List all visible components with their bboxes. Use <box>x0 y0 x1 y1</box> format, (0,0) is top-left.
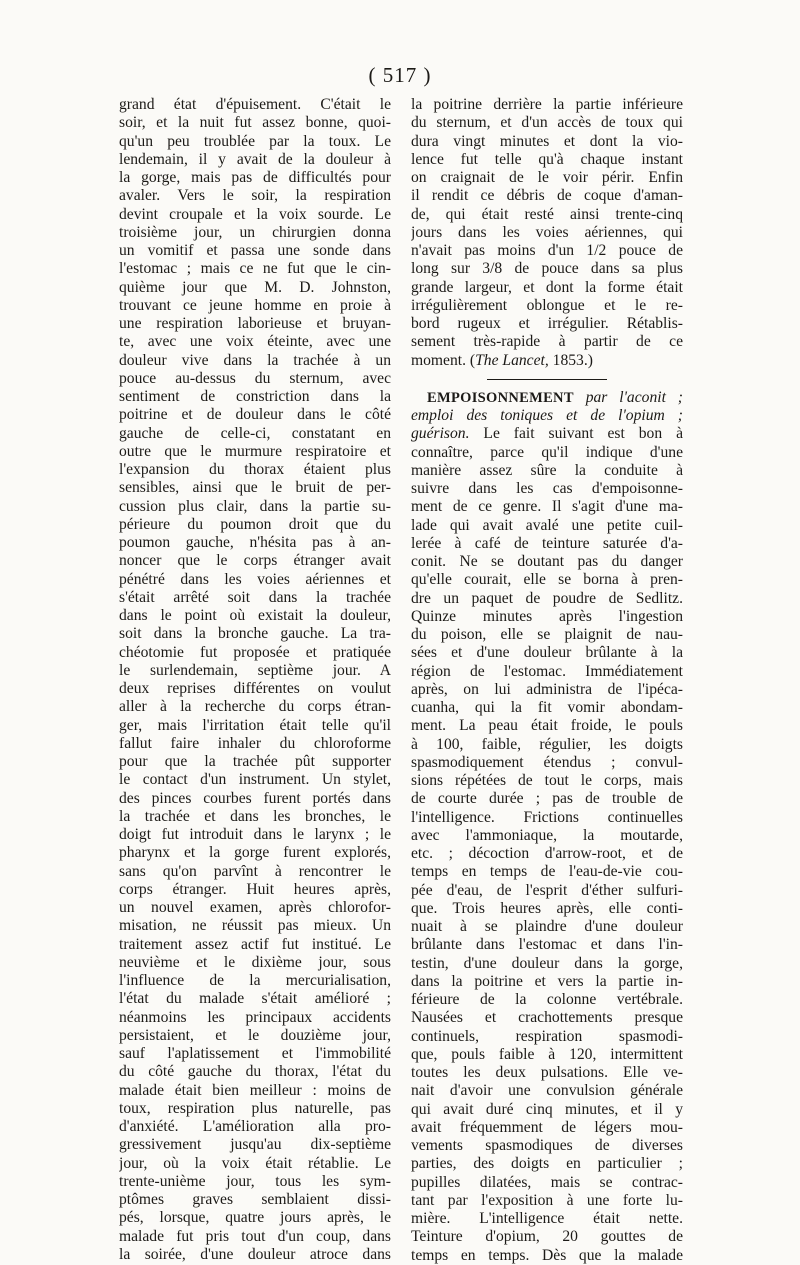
text-line: le surlendemain, septième jour. A <box>119 661 391 679</box>
text-line: à 100, faible, régulier, les doigts <box>411 735 683 753</box>
section-first-text: Le fait suivant est bon à <box>469 425 683 443</box>
text-line: pour que la trachée pût supporter <box>119 753 391 770</box>
text-line: on craignait de le voir périr. Enfin <box>411 169 683 186</box>
text-line: l'intelligence. Frictions continuelles <box>411 808 683 826</box>
text-line: poitrine et de douleur dans le côté <box>119 406 391 424</box>
section-heading-line <box>411 425 683 443</box>
text-line: sans qu'on parvînt à rencontrer le <box>119 862 391 880</box>
text-line: outre que le murmure respiratoire et <box>119 442 391 460</box>
text-line: un vomitif et passa une sonde dans <box>119 242 391 259</box>
text-line: toux, respiration plus naturelle, pas <box>119 1099 391 1117</box>
right-column <box>411 96 683 1265</box>
text-line: vements spasmodiques de diverses <box>411 1137 683 1154</box>
text-line: gauche de celle-ci, constatant en <box>119 424 391 442</box>
text-line: deux reprises différentes on voulut <box>119 680 391 697</box>
text-line: l'estomac ; mais ce ne fut que le cin- <box>119 260 391 278</box>
text-line: sauf l'aplatissement et l'immobilité <box>119 1045 391 1062</box>
text-line: irrégulièrement oblongue et le re- <box>411 296 683 314</box>
text-line: qu'elle courait, elle se borna à pren- <box>411 571 683 589</box>
text-line: avaler. Vers le soir, la respiration <box>119 187 391 205</box>
text-line: soir, et la nuit fut assez bonne, quoi- <box>119 114 391 132</box>
section-title: EMPOISONNEMENT <box>427 389 574 406</box>
text-line: Quinze minutes après l'ingestion <box>411 607 683 625</box>
text-line: périeure du poumon droit que du <box>119 515 391 533</box>
text-line: néanmoins les principaux accidents <box>119 1008 391 1026</box>
text-line: dre un paquet de poudre de Sedlitz. <box>411 589 683 607</box>
text-line: sentiment de constriction dans la <box>119 388 391 405</box>
text-line: temps en temps de l'eau-de-vie cou- <box>411 863 683 881</box>
text-line: neuvième et le dixième jour, sous <box>119 953 391 971</box>
text-line: corps étranger. Huit heures après, <box>119 880 391 898</box>
text-line: pénétré dans les voies aériennes et <box>119 570 391 588</box>
left-column <box>119 96 391 1264</box>
right-column-continuation <box>411 96 683 352</box>
text-line: dura vingt minutes et dont la vio- <box>411 132 683 150</box>
text-line: du côté gauche du thorax, l'état du <box>119 1063 391 1081</box>
text-line: dans le point où existait la douleur, <box>119 607 391 624</box>
text-line: trouvant ce jeune homme en proie à <box>119 296 391 314</box>
section-subtitle: guérison. <box>411 425 470 443</box>
text-line: connaître, parce qu'il indique d'une <box>411 443 683 461</box>
text-line: la poitrine derrière la partie inférieure <box>411 96 683 113</box>
text-line: jour, où la voix était rétablie. Le <box>119 1154 391 1172</box>
text-line: temps en temps. Dès que la malade <box>411 1246 683 1264</box>
text-line: des pinces courbes furent portés dans <box>119 789 391 807</box>
text-line: mière. L'intelligence était nette. <box>411 1210 683 1227</box>
text-line: etc. ; décoction d'arrow-root, et de <box>411 845 683 862</box>
text-line: suivre dans les cas d'empoisonne- <box>411 480 683 497</box>
text-line: nuait à se plaindre d'une douleur <box>411 918 683 935</box>
text-line: férieure de la colonne vertébrale. <box>411 991 683 1008</box>
section-heading-line <box>411 389 683 407</box>
section-divider <box>487 379 607 380</box>
text-line: l'expansion du thorax étaient plus <box>119 461 391 478</box>
text-line: ptômes graves semblaient dissi- <box>119 1191 391 1208</box>
text-line: l'état du malade s'était amélioré ; <box>119 990 391 1008</box>
text-line: région de l'estomac. Immédiatement <box>411 662 683 680</box>
text-line: Teinture d'opium, 20 gouttes de <box>411 1228 683 1246</box>
text-line: une respiration laborieuse et bruyan- <box>119 315 391 332</box>
text-line: sions répétées de tout le corps, mais <box>411 772 683 789</box>
text-line: sement très-rapide à partir de ce <box>411 333 683 351</box>
text-line: du sternum, et d'un accès de toux qui <box>411 114 683 132</box>
text-line: tant par l'exposition à une forte lu- <box>411 1191 683 1209</box>
text-line: troisième jour, un chirurgien donna <box>119 223 391 241</box>
text-line: traitement assez actif fut institué. Le <box>119 935 391 953</box>
citation-year: 1853.) <box>548 351 593 369</box>
text-line: fallut faire inhaler du chloroforme <box>119 734 391 752</box>
text-line: après, on lui administra de l'ipéca- <box>411 680 683 698</box>
text-line: trente-unième jour, tous les sym- <box>119 1172 391 1190</box>
text-line: jours dans les voies aériennes, qui <box>411 223 683 241</box>
text-line: Nausées et crachottements presque <box>411 1009 683 1027</box>
citation-source: The Lancet, <box>475 351 549 369</box>
text-line: avec l'ammoniaque, la moutarde, <box>411 826 683 844</box>
text-line: cuanha, qui la fit vomir abondam- <box>411 699 683 716</box>
text-line: de courte durée ; pas de trouble de <box>411 790 683 808</box>
text-line: bord rugeux et irrégulier. Rétablis- <box>411 315 683 332</box>
text-line: ment de ce genre. Il s'agit d'une ma- <box>411 498 683 516</box>
text-line: lerée à café de teinture saturée d'a- <box>411 534 683 552</box>
text-line: lade qui avait avalé une petite cuil- <box>411 516 683 534</box>
text-line: cussion plus clair, dans la partie su- <box>119 497 391 515</box>
text-line: persistaient, et le douzième jour, <box>119 1026 391 1044</box>
text-line: misation, ne réussit pas mieux. Un <box>119 917 391 935</box>
text-line: pée d'eau, de l'esprit d'éther sulfuri- <box>411 881 683 899</box>
text-line: un nouvel examen, après chlorofor- <box>119 899 391 916</box>
text-line: ment. La peau était froide, le pouls <box>411 717 683 735</box>
page-number: ( 517 ) <box>368 63 432 87</box>
text-line: devint croupale et la voix sourde. Le <box>119 205 391 223</box>
text-line: douleur vive dans la trachée à un <box>119 351 391 369</box>
text-line: l'influence de la mercurialisation, <box>119 972 391 989</box>
citation-prefix: moment. ( <box>411 351 476 369</box>
text-line: parties, des doigts en particulier ; <box>411 1155 683 1173</box>
text-line: que. Trois heures après, elle conti- <box>411 899 683 917</box>
text-line: aller à la recherche du corps étran- <box>119 698 391 716</box>
text-line: gressivement jusqu'au dix-septième <box>119 1136 391 1154</box>
text-line: qui avait duré cinq minutes, et il y <box>411 1100 683 1118</box>
text-line: avait fréquemment de légers mou- <box>411 1118 683 1136</box>
text-line: brûlante dans l'estomac et dans l'in- <box>411 936 683 954</box>
text-line: il rendit ce débris de coque d'aman- <box>411 187 683 205</box>
text-line: s'était arrêté soit dans la trachée <box>119 588 391 606</box>
section-subtitle: par l'aconit ; <box>573 388 683 406</box>
text-line: doigt fut introduit dans le larynx ; le <box>119 826 391 843</box>
text-line: la soirée, d'une douleur atroce dans <box>119 1245 391 1263</box>
text-line: la trachée et dans les bronches, le <box>119 807 391 825</box>
text-line: toutes les deux pulsations. Elle ve- <box>411 1064 683 1081</box>
text-line: grande largeur, et dont la forme était <box>411 278 683 296</box>
text-line: pharynx et la gorge furent explorés, <box>119 844 391 862</box>
section-body <box>411 444 683 1265</box>
text-line: conit. Ne se doutant pas du danger <box>411 553 683 570</box>
text-line: ger, mais l'irritation était telle qu'il <box>119 716 391 734</box>
text-line: lendemain, il y avait de la douleur à <box>119 150 391 168</box>
text-line: long sur 3/8 de pouce dans sa plus <box>411 260 683 278</box>
text-line: le contact d'un instrument. Un stylet, <box>119 771 391 789</box>
text-line: sensibles, ainsi que le bruit de per- <box>119 479 391 497</box>
text-line <box>411 352 683 370</box>
text-line: qu'un peu troublée par la toux. Le <box>119 132 391 150</box>
text-line: malade était bien meilleur : moins de <box>119 1081 391 1099</box>
text-line: poumon gauche, n'hésita pas à an- <box>119 534 391 551</box>
text-line: continuels, respiration spasmodi- <box>411 1027 683 1045</box>
text-line: pés, lorsque, quatre jours après, le <box>119 1209 391 1227</box>
text-line: grand état d'épuisement. C'était le <box>119 96 391 113</box>
text-line: lence fut telle qu'à chaque instant <box>411 150 683 168</box>
text-line: la gorge, mais pas de difficultés pour <box>119 169 391 186</box>
text-line: chéotomie fut proposée et pratiquée <box>119 643 391 661</box>
text-line: te, avec une voix éteinte, avec une <box>119 333 391 351</box>
text-line: du poison, elle se plaignit de nau- <box>411 626 683 643</box>
section-heading-line <box>411 407 683 425</box>
text-line: manière assez sûre la conduite à <box>411 461 683 479</box>
text-line: noncer que le corps étranger avait <box>119 552 391 570</box>
text-line: testin, d'une douleur dans la gorge, <box>411 954 683 972</box>
text-line: malade fut pris tout d'un coup, dans <box>119 1227 391 1245</box>
text-line: pupilles dilatées, mais se contrac- <box>411 1173 683 1191</box>
text-line: spasmodiquement étendus ; convul- <box>411 753 683 771</box>
text-line: soit dans la bronche gauche. La tra- <box>119 625 391 643</box>
text-line: d'anxiété. L'amélioration alla pro- <box>119 1118 391 1135</box>
text-line: de, qui était resté ainsi trente-cinq <box>411 205 683 223</box>
text-line: quième jour que M. D. Johnston, <box>119 278 391 296</box>
text-line: n'avait pas moins d'un 1/2 pouce de <box>411 242 683 259</box>
text-line: que, pouls faible à 120, intermittent <box>411 1045 683 1063</box>
text-line: pouce au-dessus du sternum, avec <box>119 369 391 387</box>
text-line: sées et d'une douleur brûlante à la <box>411 644 683 662</box>
text-line: nait d'avoir une convulsion générale <box>411 1082 683 1100</box>
section-subtitle: emploi des toniques et de l'opium ; <box>411 407 683 424</box>
text-line: dans la poitrine et vers la partie in- <box>411 972 683 990</box>
